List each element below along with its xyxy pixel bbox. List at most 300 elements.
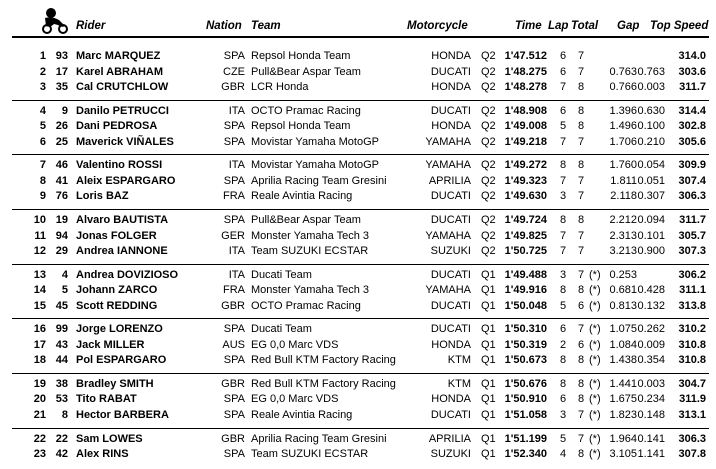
session-cell: Q2 xyxy=(481,159,496,172)
group-divider xyxy=(12,373,709,374)
rider-number-cell: 94 xyxy=(55,229,68,242)
session-cell: Q1 xyxy=(481,338,496,351)
gap-previous-cell: 0.148 xyxy=(637,409,665,421)
gap-previous-cell: 0.003 xyxy=(637,377,665,390)
team-header: Team xyxy=(251,20,281,32)
time-cell: 1'48.278 xyxy=(504,81,547,94)
nation-cell: ITA xyxy=(228,245,245,258)
lap-cell: 2 xyxy=(560,338,567,351)
top-speed-cell: 311.1 xyxy=(679,284,706,297)
position-cell: 13 xyxy=(33,268,46,281)
top-speed-cell: 310.8 xyxy=(678,354,706,367)
motorcycle-cell: DUCATI xyxy=(430,190,471,203)
rider-number-cell: 22 xyxy=(55,432,68,445)
motorcycle-cell: HONDA xyxy=(431,120,471,133)
gap-previous-cell: 0.234 xyxy=(637,393,665,406)
rider-name-cell: Alvaro BAUTISTA xyxy=(76,213,169,226)
rider-name-cell: Loris BAZ xyxy=(76,190,129,203)
time-cell: 1'49.008 xyxy=(504,120,547,133)
total-cell: 8 xyxy=(578,377,585,390)
position-cell: 12 xyxy=(33,245,46,258)
team-cell: Repsol Honda Team xyxy=(251,50,351,62)
position-cell: 21 xyxy=(33,409,46,421)
team-cell: Monster Yamaha Tech 3 xyxy=(251,284,370,297)
position-cell: 2 xyxy=(39,65,46,78)
session-cell: Q2 xyxy=(481,135,496,148)
time-cell: 1'50.673 xyxy=(504,354,547,367)
position-cell: 15 xyxy=(33,299,46,312)
session-cell: Q1 xyxy=(481,393,496,406)
rider-name-cell: Pol ESPARGARO xyxy=(76,354,167,367)
lap-header: Lap xyxy=(548,20,569,32)
lap-cell: 7 xyxy=(560,174,567,187)
gap-previous-cell: 0.100 xyxy=(637,120,665,133)
rider-name-cell: Valentino ROSSI xyxy=(76,159,163,172)
rider-name-cell: Andrea IANNONE xyxy=(76,245,168,258)
nation-cell: SPA xyxy=(223,409,245,421)
qualifier-mark-cell: (*) xyxy=(589,409,601,421)
qualifier-mark-cell: (*) xyxy=(589,338,601,351)
total-cell: 7 xyxy=(578,323,585,336)
rider-number-cell: 76 xyxy=(55,190,68,203)
top-speed-cell: 313.8 xyxy=(678,299,706,312)
rider-number-cell: 42 xyxy=(55,448,68,461)
position-cell: 22 xyxy=(33,432,46,445)
rider-number-cell: 53 xyxy=(55,393,68,406)
gap-first-cell: 1.084 xyxy=(609,338,637,351)
position-cell: 1 xyxy=(39,50,46,62)
lap-cell: 4 xyxy=(560,448,567,461)
motorcycle-cell: YAMAHA xyxy=(425,284,471,297)
gap-previous-cell: 0.054 xyxy=(637,159,665,172)
session-cell: Q2 xyxy=(481,245,496,258)
nation-cell: SPA xyxy=(223,135,245,148)
rider-name-cell: Sam LOWES xyxy=(76,432,143,445)
top-speed-cell: 309.9 xyxy=(678,159,706,172)
group-divider xyxy=(12,264,709,265)
gap-previous-cell: 0.051 xyxy=(637,174,665,187)
rider-number-cell: 9 xyxy=(61,104,68,117)
rider-number-cell: 26 xyxy=(55,120,68,133)
lap-cell: 8 xyxy=(560,213,567,226)
motorbike-logo-icon xyxy=(40,6,70,37)
nation-cell: CZE xyxy=(223,65,245,78)
rider-number-cell: 25 xyxy=(55,135,68,148)
time-cell: 1'49.916 xyxy=(504,284,547,297)
team-cell: OCTO Pramac Racing xyxy=(251,299,361,312)
session-cell: Q1 xyxy=(481,299,496,312)
position-cell: 6 xyxy=(39,135,46,148)
time-cell: 1'49.724 xyxy=(504,213,547,226)
position-cell: 18 xyxy=(33,354,46,367)
lap-cell: 6 xyxy=(560,104,567,117)
rider-name-cell: Maverick VIÑALES xyxy=(76,135,174,148)
motorcycle-cell: HONDA xyxy=(431,50,471,62)
rider-number-cell: 46 xyxy=(55,159,68,172)
gap-first-cell: 1.706 xyxy=(609,135,637,148)
rider-name-cell: Tito RABAT xyxy=(76,393,137,406)
time-cell: 1'48.275 xyxy=(504,65,547,78)
gap-previous-cell: 0.428 xyxy=(637,284,665,297)
position-cell: 5 xyxy=(39,120,46,133)
team-cell: Pull&Bear Aspar Team xyxy=(251,213,361,226)
team-cell: Reale Avintia Racing xyxy=(251,409,353,421)
team-cell: Team SUZUKI ECSTAR xyxy=(251,448,369,461)
motorcycle-cell: YAMAHA xyxy=(425,159,471,172)
total-cell: 7 xyxy=(578,190,585,203)
rider-number-cell: 19 xyxy=(55,213,68,226)
team-cell: Repsol Honda Team xyxy=(251,120,351,133)
top-speed-cell: 314.0 xyxy=(678,50,706,62)
team-cell: Red Bull KTM Factory Racing xyxy=(251,377,396,390)
lap-cell: 3 xyxy=(560,190,567,203)
total-cell: 7 xyxy=(578,268,585,281)
rider-number-cell: 4 xyxy=(61,268,68,281)
lap-cell: 8 xyxy=(560,377,567,390)
position-cell: 9 xyxy=(39,190,46,203)
gap-previous-cell: 0.101 xyxy=(637,229,665,242)
position-cell: 10 xyxy=(33,213,46,226)
total-cell: 8 xyxy=(578,284,585,297)
session-cell: Q2 xyxy=(481,65,496,78)
nation-cell: FRA xyxy=(223,190,245,203)
rider-name-cell: Hector BARBERA xyxy=(76,409,169,421)
motorcycle-cell: SUZUKI xyxy=(430,448,471,461)
total-cell: 8 xyxy=(578,81,585,94)
group-divider xyxy=(12,428,709,429)
total-cell: 7 xyxy=(578,229,585,242)
motorcycle-cell: DUCATI xyxy=(430,213,471,226)
top-speed-cell: 307.8 xyxy=(678,448,706,461)
time-cell: 1'51.199 xyxy=(504,432,547,445)
rider-name-cell: Bradley SMITH xyxy=(76,377,154,390)
motorcycle-cell: HONDA xyxy=(431,81,471,94)
session-cell: Q1 xyxy=(481,268,496,281)
session-cell: Q2 xyxy=(481,229,496,242)
motorcycle-cell: HONDA xyxy=(431,393,471,406)
top-speed-cell: 307.4 xyxy=(678,174,706,187)
team-cell: Pull&Bear Aspar Team xyxy=(251,65,361,78)
position-cell: 14 xyxy=(33,284,46,297)
group-divider xyxy=(12,100,709,101)
gap-first-cell: 0.253 xyxy=(609,268,637,281)
team-cell: EG 0,0 Marc VDS xyxy=(251,393,339,406)
gap-first-cell: 1.438 xyxy=(609,354,637,367)
qualifier-mark-cell: (*) xyxy=(589,268,601,281)
total-cell: 8 xyxy=(578,120,585,133)
motorcycle-cell: DUCATI xyxy=(430,323,471,336)
top-speed-cell: 306.3 xyxy=(678,190,706,203)
qualifier-mark-cell: (*) xyxy=(589,432,601,445)
gap-first-cell: 1.441 xyxy=(609,377,637,390)
rider-number-cell: 45 xyxy=(55,299,68,312)
team-cell: Team SUZUKI ECSTAR xyxy=(251,245,369,258)
time-cell: 1'49.218 xyxy=(504,135,547,148)
gap-previous-cell: 0.141 xyxy=(637,432,665,445)
rider-name-cell: Marc MARQUEZ xyxy=(76,50,161,62)
gap-previous-cell: 0.003 xyxy=(637,81,665,94)
gap-previous-cell: 0.763 xyxy=(637,65,665,78)
gap-first-cell: 3.213 xyxy=(609,245,637,258)
lap-cell: 7 xyxy=(560,135,567,148)
lap-cell: 8 xyxy=(560,354,567,367)
gap-previous-cell: 0.630 xyxy=(637,104,665,117)
group-divider xyxy=(12,318,709,319)
time-cell: 1'48.908 xyxy=(504,104,547,117)
time-cell: 1'49.630 xyxy=(504,190,547,203)
position-cell: 23 xyxy=(33,448,46,461)
nation-cell: SPA xyxy=(223,354,245,367)
session-cell: Q1 xyxy=(481,323,496,336)
time-cell: 1'50.725 xyxy=(504,245,547,258)
lap-cell: 8 xyxy=(560,284,567,297)
motorcycle-cell: KTM xyxy=(447,354,471,367)
top-speed-cell: 306.2 xyxy=(678,268,706,281)
top-speed-header: Top Speed xyxy=(650,20,709,32)
motorcycle-cell: YAMAHA xyxy=(425,135,471,148)
time-cell: 1'51.058 xyxy=(504,409,547,421)
session-cell: Q1 xyxy=(481,448,496,461)
gap-first-cell: 1.396 xyxy=(609,104,637,117)
motorcycle-cell: DUCATI xyxy=(430,268,471,281)
lap-cell: 5 xyxy=(560,120,567,133)
position-cell: 17 xyxy=(33,338,46,351)
nation-cell: SPA xyxy=(223,213,245,226)
rider-name-cell: Dani PEDROSA xyxy=(76,120,158,133)
gap-first-cell: 1.811 xyxy=(610,174,637,187)
qualifier-mark-cell: (*) xyxy=(589,284,601,297)
motorcycle-cell: KTM xyxy=(447,377,471,390)
qualifier-mark-cell: (*) xyxy=(589,377,601,390)
session-cell: Q1 xyxy=(481,409,496,421)
gap-first-cell: 1.496 xyxy=(609,120,637,133)
rider-number-cell: 99 xyxy=(55,323,68,336)
top-speed-cell: 307.3 xyxy=(678,245,706,258)
gap-first-cell: 2.118 xyxy=(610,190,637,203)
rider-name-cell: Jorge LORENZO xyxy=(76,323,163,336)
lap-cell: 7 xyxy=(560,245,567,258)
rider-name-cell: Scott REDDING xyxy=(76,299,158,312)
position-cell: 7 xyxy=(39,159,46,172)
time-cell: 1'49.488 xyxy=(504,268,547,281)
total-cell: 7 xyxy=(578,409,585,421)
rider-name-cell: Jonas FOLGER xyxy=(76,229,157,242)
rider-name-cell: Aleix ESPARGARO xyxy=(76,174,176,187)
rider-number-cell: 41 xyxy=(55,174,68,187)
session-cell: Q2 xyxy=(481,81,496,94)
gap-first-cell: 1.760 xyxy=(609,159,637,172)
position-cell: 20 xyxy=(33,393,46,406)
team-cell: Ducati Team xyxy=(251,268,312,281)
nation-cell: ITA xyxy=(228,104,245,117)
group-divider xyxy=(12,209,709,210)
time-cell: 1'49.272 xyxy=(504,159,547,172)
qualifier-mark-cell: (*) xyxy=(589,299,601,312)
time-cell: 1'50.048 xyxy=(504,299,547,312)
time-cell: 1'50.310 xyxy=(504,323,547,336)
team-cell: OCTO Pramac Racing xyxy=(251,104,361,117)
motorcycle-header: Motorcycle xyxy=(407,20,468,32)
team-cell: Reale Avintia Racing xyxy=(251,190,353,203)
lap-cell: 7 xyxy=(560,229,567,242)
rider-name-cell: Johann ZARCO xyxy=(76,284,158,297)
motorcycle-cell: SUZUKI xyxy=(430,245,471,258)
rider-number-cell: 43 xyxy=(55,338,68,351)
total-cell: 7 xyxy=(578,432,585,445)
session-cell: Q2 xyxy=(481,50,496,62)
rider-number-cell: 38 xyxy=(55,377,68,390)
gap-first-cell: 1.075 xyxy=(609,323,637,336)
qualifier-mark-cell: (*) xyxy=(589,393,601,406)
total-cell: 7 xyxy=(578,135,585,148)
total-cell: 8 xyxy=(578,104,585,117)
session-cell: Q2 xyxy=(481,213,496,226)
total-cell: 7 xyxy=(578,245,585,258)
qualifier-mark-cell: (*) xyxy=(589,323,601,336)
gap-previous-cell: 0.262 xyxy=(637,323,665,336)
total-cell: 8 xyxy=(578,448,585,461)
gap-previous-cell: 0.210 xyxy=(637,135,665,148)
top-speed-cell: 310.2 xyxy=(678,323,706,336)
time-cell: 1'50.676 xyxy=(504,377,547,390)
rider-name-cell: Andrea DOVIZIOSO xyxy=(76,268,179,281)
nation-header: Nation xyxy=(206,20,242,32)
motorcycle-cell: HONDA xyxy=(431,338,471,351)
time-cell: 1'49.825 xyxy=(504,229,547,242)
nation-cell: GBR xyxy=(221,81,245,94)
rider-number-cell: 8 xyxy=(61,409,68,421)
rider-number-cell: 5 xyxy=(61,284,68,297)
time-cell: 1'49.323 xyxy=(504,174,547,187)
rider-header: Rider xyxy=(76,20,106,32)
gap-previous-cell: 0.354 xyxy=(637,354,665,367)
total-cell: 8 xyxy=(578,393,585,406)
nation-cell: GBR xyxy=(221,299,245,312)
top-speed-cell: 305.6 xyxy=(678,135,706,148)
gap-first-cell: 1.964 xyxy=(609,432,637,445)
nation-cell: SPA xyxy=(223,50,245,62)
top-speed-cell: 311.9 xyxy=(679,393,706,406)
position-cell: 8 xyxy=(39,174,46,187)
team-cell: Ducati Team xyxy=(251,323,312,336)
nation-cell: AUS xyxy=(222,338,245,351)
rider-name-cell: Karel ABRAHAM xyxy=(76,65,163,78)
gap-previous-cell: 0.009 xyxy=(637,338,665,351)
gap-previous-cell: 0.132 xyxy=(637,299,665,312)
position-cell: 11 xyxy=(34,229,46,242)
team-cell: Movistar Yamaha MotoGP xyxy=(251,159,379,172)
nation-cell: SPA xyxy=(223,174,245,187)
top-speed-cell: 303.6 xyxy=(678,65,706,78)
motorcycle-cell: DUCATI xyxy=(430,104,471,117)
total-cell: 6 xyxy=(578,338,585,351)
total-cell: 8 xyxy=(578,354,585,367)
total-cell: 8 xyxy=(578,213,585,226)
nation-cell: GER xyxy=(221,229,245,242)
top-speed-cell: 310.8 xyxy=(678,338,706,351)
total-cell: 6 xyxy=(578,299,585,312)
gap-first-cell: 1.675 xyxy=(609,393,637,406)
gap-previous-cell: 1.141 xyxy=(637,448,665,461)
session-cell: Q1 xyxy=(481,354,496,367)
position-cell: 19 xyxy=(33,377,46,390)
nation-cell: ITA xyxy=(228,159,245,172)
top-speed-cell: 305.7 xyxy=(678,229,706,242)
time-cell: 1'50.319 xyxy=(504,338,547,351)
team-cell: Red Bull KTM Factory Racing xyxy=(251,354,396,367)
top-speed-cell: 313.1 xyxy=(678,409,706,421)
total-cell: 8 xyxy=(578,159,585,172)
lap-cell: 3 xyxy=(560,409,567,421)
session-cell: Q1 xyxy=(481,377,496,390)
gap-previous-cell: 0.307 xyxy=(637,190,665,203)
nation-cell: GBR xyxy=(221,377,245,390)
lap-cell: 6 xyxy=(560,65,567,78)
session-cell: Q2 xyxy=(481,174,496,187)
motorcycle-cell: DUCATI xyxy=(430,299,471,312)
rider-number-cell: 93 xyxy=(55,50,68,62)
top-speed-cell: 306.3 xyxy=(678,432,706,445)
gap-previous-cell: 0.900 xyxy=(637,245,665,258)
nation-cell: SPA xyxy=(223,323,245,336)
nation-cell: GBR xyxy=(221,432,245,445)
rider-name-cell: Danilo PETRUCCI xyxy=(76,104,169,117)
group-divider xyxy=(12,154,709,155)
rider-name-cell: Jack MILLER xyxy=(76,338,145,351)
position-cell: 16 xyxy=(33,323,46,336)
top-speed-cell: 304.7 xyxy=(678,377,706,390)
gap-header: Gap xyxy=(617,20,640,32)
time-header: Time xyxy=(515,20,542,32)
lap-cell: 7 xyxy=(560,81,567,94)
gap-first-cell: 0.766 xyxy=(609,81,637,94)
gap-first-cell: 1.823 xyxy=(609,409,637,421)
total-cell: 7 xyxy=(578,50,585,62)
top-speed-cell: 311.7 xyxy=(679,213,706,226)
gap-first-cell: 2.212 xyxy=(609,213,637,226)
top-speed-cell: 302.8 xyxy=(678,120,706,133)
rider-number-cell: 35 xyxy=(55,81,68,94)
team-cell: Movistar Yamaha MotoGP xyxy=(251,135,379,148)
team-cell: Aprilia Racing Team Gresini xyxy=(251,174,387,187)
gap-first-cell: 0.763 xyxy=(609,65,637,78)
session-cell: Q1 xyxy=(481,432,496,445)
lap-cell: 6 xyxy=(560,393,567,406)
nation-cell: SPA xyxy=(223,448,245,461)
rider-number-cell: 17 xyxy=(55,65,68,78)
rider-number-cell: 29 xyxy=(55,245,68,258)
top-speed-cell: 311.7 xyxy=(679,81,706,94)
time-cell: 1'50.910 xyxy=(504,393,547,406)
qualifier-mark-cell: (*) xyxy=(589,354,601,367)
gap-first-cell: 0.681 xyxy=(609,284,637,297)
lap-cell: 6 xyxy=(560,323,567,336)
rider-name-cell: Alex RINS xyxy=(76,448,129,461)
total-header: Total xyxy=(571,20,599,32)
motorcycle-cell: APRILIA xyxy=(428,174,471,187)
gap-first-cell: 0.813 xyxy=(609,299,637,312)
lap-cell: 8 xyxy=(560,159,567,172)
gap-first-cell: 2.313 xyxy=(609,229,637,242)
motorcycle-cell: DUCATI xyxy=(430,65,471,78)
team-cell: EG 0,0 Marc VDS xyxy=(251,338,339,351)
gap-first-cell: 3.105 xyxy=(609,448,637,461)
top-speed-cell: 314.4 xyxy=(678,104,706,117)
motorcycle-cell: APRILIA xyxy=(428,432,471,445)
header-divider xyxy=(12,36,709,38)
rider-number-cell: 44 xyxy=(55,354,68,367)
lap-cell: 5 xyxy=(560,432,567,445)
